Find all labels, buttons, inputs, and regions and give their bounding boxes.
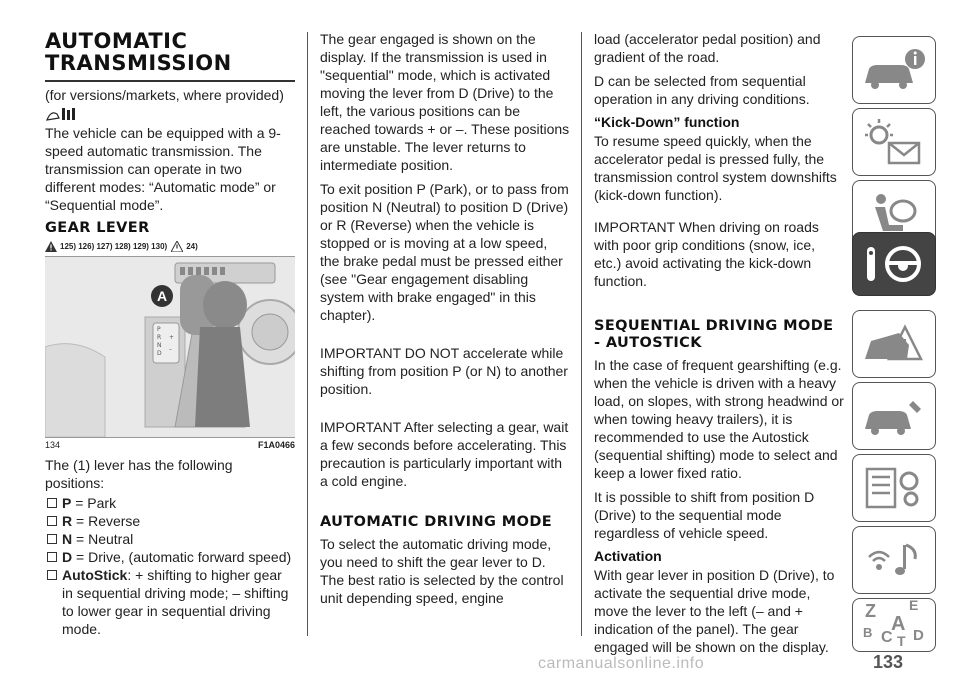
car-accident-icon <box>859 319 929 369</box>
paragraph: With gear lever in position D (Drive), to activate the sequential drive mode, move the lever to the left (– and + indication of the panel). The gear engaged will be shown on the display. <box>594 567 835 655</box>
tab-starting-driving[interactable] <box>852 232 936 296</box>
important-note: IMPORTANT When driving on roads with poor grip conditions (snow, ice, etc.) avoid activating the kick-down function. <box>594 219 819 289</box>
page-number: 133 <box>873 652 904 672</box>
multimedia-icon <box>859 535 929 585</box>
paragraph: load (accelerator pedal position) and gradient of the road. <box>594 31 821 65</box>
tab-car-info[interactable] <box>852 36 936 104</box>
subsection-heading: Activation <box>594 548 662 564</box>
gear-lever-figure <box>45 256 295 438</box>
list-item: N = Neutral <box>45 530 295 548</box>
square-bullet-icon <box>47 516 57 526</box>
section-heading: SEQUENTIAL DRIVING MODE - AUTOSTICK <box>594 318 834 351</box>
tab-index[interactable] <box>852 598 936 652</box>
figure-number: 134 <box>45 439 61 450</box>
svg-text:R: R <box>157 333 162 341</box>
figure-callout-a <box>151 285 173 307</box>
callout-label: A <box>156 287 168 304</box>
positions-intro: The (1) lever has the following positions: <box>45 456 233 491</box>
paragraph: The gear engaged is shown on the display. If the transmission is used in "sequential" mode, which is activated moving the lever from D (Drive) to the left, the various positions can be reached towards + or –. These positions are unstable. The lever returns to intermediate position. <box>320 31 570 173</box>
gear-lever-illustration <box>45 257 295 437</box>
fuel-pump-icon <box>45 106 295 122</box>
warning-refs-text: 125) 126) 127) 128) 129) 130) <box>60 241 168 251</box>
svg-text:–: – <box>169 345 172 353</box>
column-middle <box>320 30 570 613</box>
warning-ref-2: 24) <box>186 241 198 251</box>
paragraph: D can be selected from sequential operation in any driving conditions. <box>594 73 810 107</box>
important-note: IMPORTANT After selecting a gear, wait a few seconds before accelerating. This precaution is particularly important with a cold engine. <box>320 419 569 489</box>
paragraph: It is possible to shift from position D (Drive) to the sequential mode regardless of vehicle speed. <box>594 489 815 541</box>
page-title <box>45 30 295 74</box>
subtitle: (for versions/markets, where provided) <box>45 86 284 103</box>
paragraph: To select the automatic driving mode, you need to shift the gear lever to D. The best ratio is selected by the control unit depending speed, engine <box>320 536 564 606</box>
key-steering-wheel-icon <box>859 239 929 289</box>
car-maintenance-icon <box>859 391 929 441</box>
list-item: P = Park <box>45 494 295 512</box>
column-left <box>45 30 295 638</box>
important-note: IMPORTANT DO NOT accelerate while shifting from position P (or N) to another position. <box>320 345 568 397</box>
svg-text:D: D <box>157 349 162 357</box>
paragraph: In the case of frequent gearshifting (e.g. when the vehicle is driven with a heavy load, on slopes, with strong headwind or when towing heavy trailers), it is recommended to use the Autostick (sequential shifting) mode to select and keep a lower fixed ratio. <box>594 357 844 481</box>
list-item: R = Reverse <box>45 512 295 530</box>
subsection-heading: “Kick-Down” function <box>594 114 740 130</box>
square-bullet-icon <box>47 570 57 580</box>
warning-references <box>45 241 295 252</box>
section-heading: AUTOMATIC DRIVING MODE <box>320 514 553 530</box>
svg-text:N: N <box>157 341 162 349</box>
car-info-icon <box>859 45 929 95</box>
title-line-1: AUTOMATIC <box>45 29 188 53</box>
tab-specifications[interactable] <box>852 454 936 522</box>
column-divider <box>581 32 582 636</box>
square-bullet-icon <box>47 534 57 544</box>
tab-maintenance[interactable] <box>852 382 936 450</box>
svg-text:P: P <box>157 325 161 333</box>
list-item: D = Drive, (automatic forward speed) <box>45 548 295 566</box>
title-line-2: TRANSMISSION <box>45 51 232 75</box>
intro-paragraph: The vehicle can be equipped with a 9-speed automatic transmission. The transmission can operate in two different modes: “Automatic mode” or “Sequential mode”. <box>45 124 281 213</box>
caution-triangle-icon <box>171 241 183 252</box>
square-bullet-icon <box>47 498 57 508</box>
figure-caption <box>45 440 295 450</box>
tab-multimedia[interactable] <box>852 526 936 594</box>
warning-lights-icon <box>859 117 929 167</box>
tab-emergency[interactable] <box>852 310 936 378</box>
positions-list <box>45 494 295 638</box>
column-divider <box>307 32 308 636</box>
warning-triangle-icon <box>45 241 57 252</box>
column-right <box>594 30 844 662</box>
specifications-gear-icon <box>859 463 929 513</box>
svg-text:+: + <box>169 333 175 341</box>
index-letters-icon: Z E B A C T D <box>863 597 924 649</box>
paragraph: To exit position P (Park), or to pass from position N (Neutral) to position D (Drive) or R (Reverse) when the vehicle is stopped or is moving at a low speed, the brake pedal must be pressed either (see "Gear engagement disabling system with brake engaged" in this chapter). <box>320 181 569 323</box>
tab-warning-lights[interactable] <box>852 108 936 176</box>
title-rule <box>45 80 295 82</box>
square-bullet-icon <box>47 552 57 562</box>
figure-code: F1A0466 <box>257 439 295 450</box>
watermark: carmanualsonline.info <box>538 655 705 672</box>
paragraph: To resume speed quickly, when the accelerator pedal is pressed fully, the transmission control system downshifts (kick-down function). <box>594 133 837 203</box>
list-item: AutoStick: + shifting to higher gear in sequential driving mode; – shifting to lower gear in sequential driving mode. <box>45 566 295 638</box>
gear-lever-heading: GEAR LEVER <box>45 219 150 236</box>
